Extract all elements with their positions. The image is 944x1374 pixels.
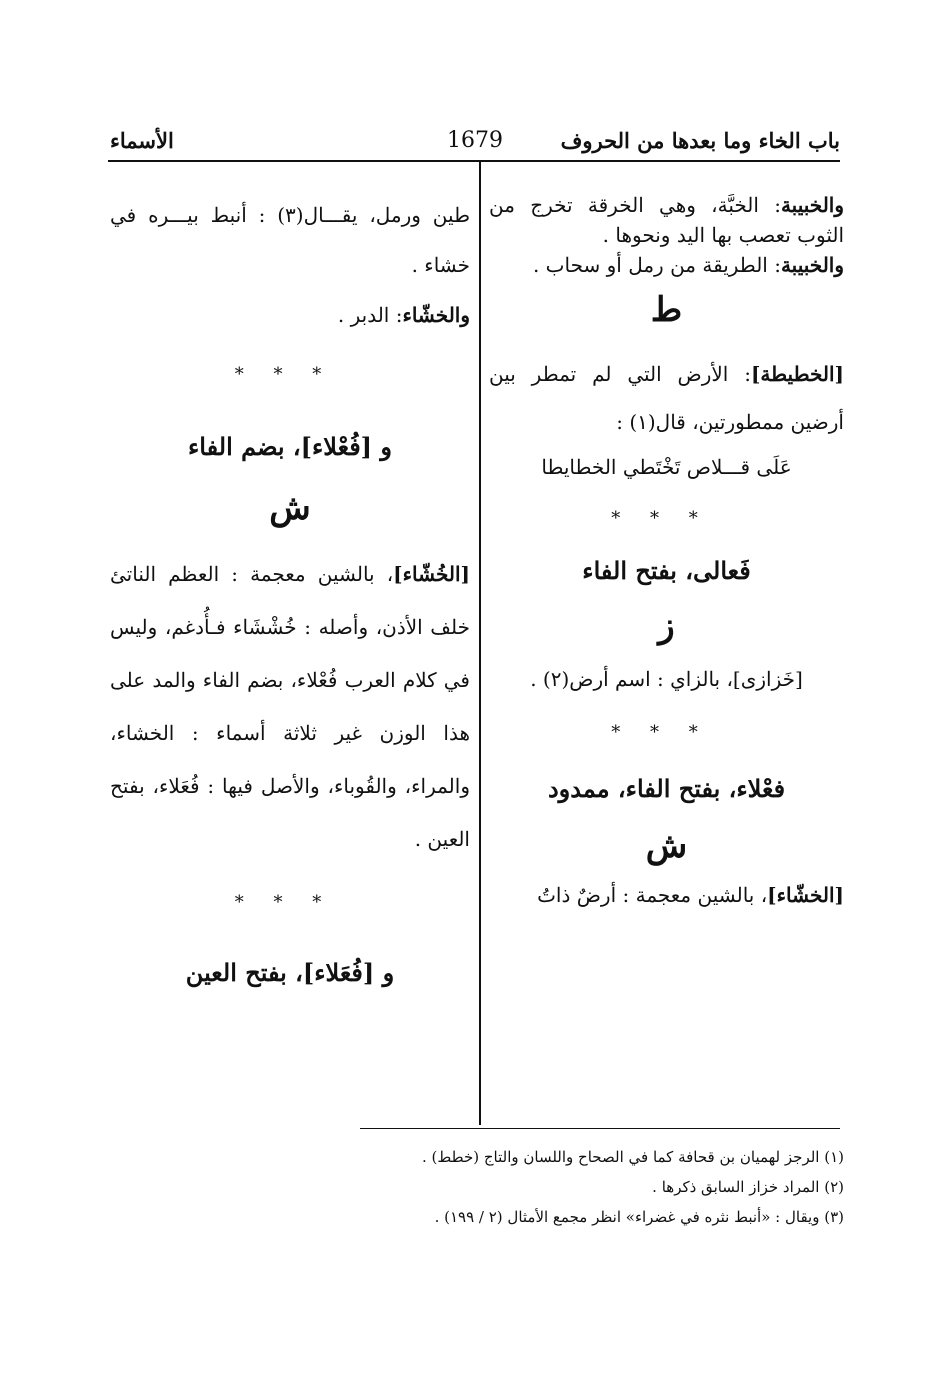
entry-headword: والخشّاء <box>402 303 470 327</box>
header-rule <box>108 160 840 162</box>
entry-headword: والخبيبة <box>780 253 844 277</box>
entry-text: : الأرض التي لم تمطر بين أرضين ممطورتين، قال(١) : <box>489 362 844 434</box>
footnotes <box>284 1142 844 1232</box>
section-heading: و [فُعَلاء]، بفتح العين <box>185 958 395 987</box>
page-header <box>110 120 840 160</box>
footnote-1: (١) الرجز لهميان بن قحافة كما في الصحاح واللسان والتاج (خطط) . <box>422 1148 844 1166</box>
page-number: 1679 <box>447 128 503 153</box>
section-heading: و [فُعْلاء]، بضم الفاء <box>188 432 392 461</box>
letter-heading-za: ز <box>658 606 675 646</box>
footnote-2: (٢) المراد خزاز السابق ذكرها . <box>652 1178 844 1196</box>
section-heading: فعْلاء، بفتح الفاء، ممدود <box>547 774 786 803</box>
entry-text: : الخبَّة، وهي الخرقة تخرج من الثوب تعصب بها اليد ونحوها . <box>489 193 844 247</box>
footnote-3: (٣) ويقال : «أنبط نثره في غضراء» انظر مجمع الأمثال (٢ / ١٩٩) . <box>434 1208 844 1226</box>
footnote-rule <box>360 1128 840 1129</box>
left-column <box>110 190 470 988</box>
entry-khashsha <box>489 880 844 910</box>
column-divider <box>479 160 481 1125</box>
entry-headword: [الخُشّاء] <box>393 562 470 586</box>
entry-headword: والخبيبة <box>780 193 844 217</box>
entry-text: ، بالشين معجمة : العظم الناتئ خلف الأذن، وأصله : خُشْشَاء فـأُدغم، وليس في كلام العرب فُعْلاء، بضم الفاء والمد على هذا الوزن غير ثلاثة أسماء : الخشاء، والمراء، والقُوباء، والأصل فيها : فُعَلاء، بفتح العين . <box>110 562 470 851</box>
separator-stars: * * * <box>611 508 710 529</box>
entry-khashsha-dubur <box>110 300 470 330</box>
chapter-title: باب الخاء وما بعدها من الحروف <box>560 128 840 153</box>
section-heading: فَعالى، بفتح الفاء <box>582 556 751 585</box>
entry-continuation: طين ورمل، يقـــال(٣) : أنبط بيـــره في خشاء . <box>110 203 470 277</box>
entry-khushsha <box>110 548 470 866</box>
right-column <box>489 190 844 910</box>
letter-heading-shin: ش <box>645 826 688 866</box>
letter-heading-shin: ش <box>269 488 311 528</box>
entry-headword: [الخطيطة] <box>750 362 844 386</box>
section-title: الأسماء <box>110 128 174 153</box>
separator-stars: * * * <box>611 722 710 743</box>
entry-headword: [الخشّاء] <box>767 883 844 907</box>
entry-text: : الدبر . <box>337 303 403 327</box>
entry-khatita <box>489 350 844 446</box>
separator-stars: * * * <box>234 892 334 913</box>
entry-khabiba-2 <box>489 250 844 280</box>
separator-stars: * * * <box>234 364 334 385</box>
letter-heading-ta: ط <box>650 290 683 330</box>
entry-text: : الطريقة من رمل أو سحاب . <box>532 253 781 277</box>
verse-line: عَلَى قـــلاص تَخْتَطي الخطايطا <box>541 455 792 479</box>
entry-khazaza: [خَزازى]، بالزاي : اسم أرض(٢) . <box>530 667 803 691</box>
entry-text: ، بالشين معجمة : أرضٌ ذاتُ <box>537 883 768 907</box>
entry-khabiba-1 <box>489 190 844 250</box>
